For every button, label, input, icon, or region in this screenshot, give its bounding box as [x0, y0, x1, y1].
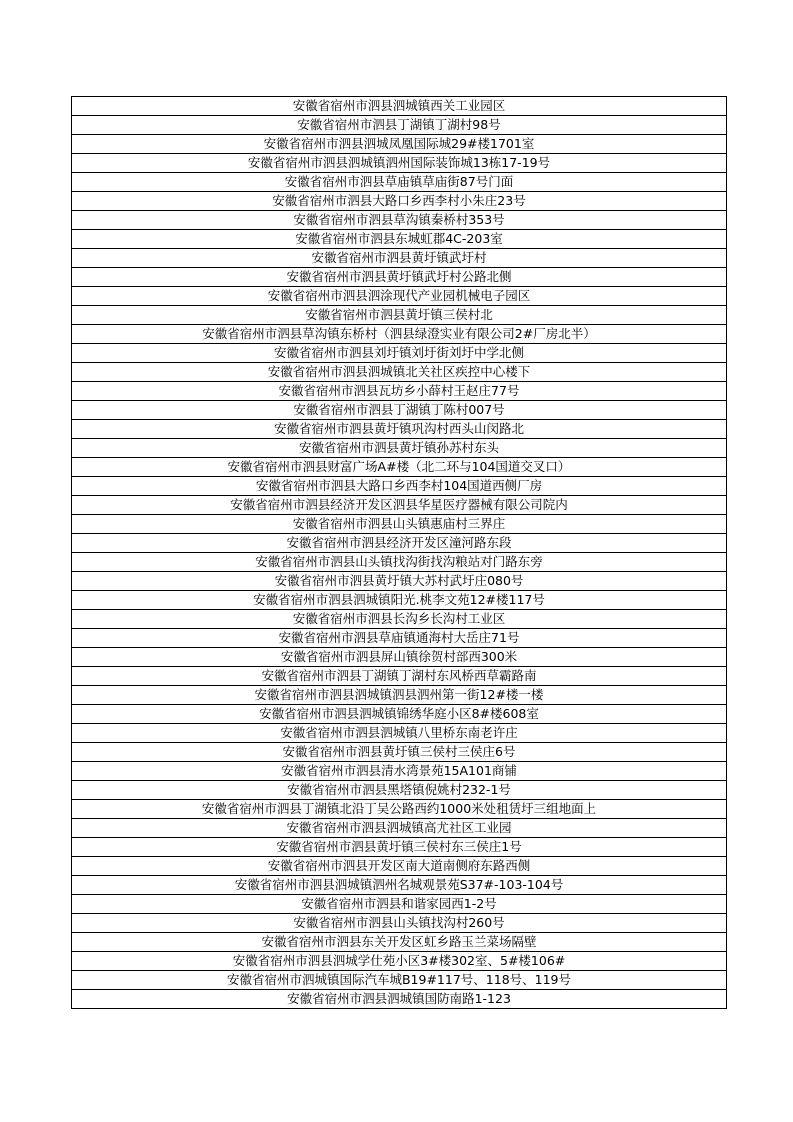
table-row — [72, 762, 727, 781]
table-row — [72, 895, 727, 914]
table-row — [72, 686, 727, 705]
table-row — [72, 97, 727, 116]
address-cell: 安徽省宿州市泗县泗城镇八里桥东南老许庄 — [72, 724, 727, 743]
table-row — [72, 743, 727, 762]
address-cell: 安徽省宿州市泗县财富广场A#楼（北二环与104国道交叉口） — [72, 458, 727, 477]
table-row — [72, 268, 727, 287]
table-row — [72, 648, 727, 667]
table-row — [72, 496, 727, 515]
table-row — [72, 439, 727, 458]
address-cell: 安徽省宿州市泗县黄圩镇武圩村 — [72, 249, 727, 268]
table-row — [72, 990, 727, 1009]
table-row — [72, 458, 727, 477]
address-cell: 安徽省宿州市泗县东城虹郡4C-203室 — [72, 230, 727, 249]
address-cell: 安徽省宿州市泗县泗城镇国防南路1-123 — [72, 990, 727, 1009]
table-row — [72, 515, 727, 534]
address-cell: 安徽省宿州市泗县黑塔镇倪姚村232-1号 — [72, 781, 727, 800]
address-cell: 安徽省宿州市泗城镇国际汽车城B19#117号、118号、119号 — [72, 971, 727, 990]
address-cell: 安徽省宿州市泗县东关开发区虹乡路玉兰菜场隔壁 — [72, 933, 727, 952]
table-row — [72, 230, 727, 249]
table-row — [72, 933, 727, 952]
address-cell: 安徽省宿州市泗县屏山镇徐贺村部西300米 — [72, 648, 727, 667]
table-row — [72, 667, 727, 686]
address-cell: 安徽省宿州市泗县开发区南大道南侧府东路西侧 — [72, 857, 727, 876]
table-row — [72, 705, 727, 724]
address-cell: 安徽省宿州市泗县泗城镇高尤社区工业园 — [72, 819, 727, 838]
table-row — [72, 971, 727, 990]
address-cell: 安徽省宿州市泗县黄圩镇三侯村东三侯庄1号 — [72, 838, 727, 857]
table-row — [72, 192, 727, 211]
address-cell: 安徽省宿州市泗县黄圩镇大苏村武圩庄080号 — [72, 572, 727, 591]
table-row — [72, 287, 727, 306]
address-cell: 安徽省宿州市泗县丁湖镇丁陈村007号 — [72, 401, 727, 420]
address-cell: 安徽省宿州市泗县草庙镇草庙街87号门面 — [72, 173, 727, 192]
address-cell: 安徽省宿州市泗县黄圩镇三侯村三侯庄6号 — [72, 743, 727, 762]
table-row — [72, 781, 727, 800]
address-cell: 安徽省宿州市泗县草庙镇通海村大岳庄71号 — [72, 629, 727, 648]
address-cell: 安徽省宿州市泗县黄圩镇三侯村北 — [72, 306, 727, 325]
address-cell: 安徽省宿州市泗县黄圩镇孙苏村东头 — [72, 439, 727, 458]
address-cell: 安徽省宿州市泗县泗城镇锦绣华庭小区8#楼608室 — [72, 705, 727, 724]
table-row — [72, 382, 727, 401]
table-row — [72, 173, 727, 192]
table-row — [72, 211, 727, 230]
table-row — [72, 876, 727, 895]
address-cell: 安徽省宿州市泗县山头镇找沟街找沟粮站对门路东旁 — [72, 553, 727, 572]
table-row — [72, 572, 727, 591]
address-cell: 安徽省宿州市泗县经济开发区潼河路东段 — [72, 534, 727, 553]
table-row — [72, 401, 727, 420]
address-cell: 安徽省宿州市泗县泗城镇西关工业园区 — [72, 97, 727, 116]
address-cell: 安徽省宿州市泗县山头镇找沟村260号 — [72, 914, 727, 933]
address-cell: 安徽省宿州市泗县草沟镇秦桥村353号 — [72, 211, 727, 230]
table-row — [72, 952, 727, 971]
table-row — [72, 857, 727, 876]
address-cell: 安徽省宿州市泗县经济开发区泗县华星医疗器械有限公司院内 — [72, 496, 727, 515]
address-cell: 安徽省宿州市泗县山头镇惠庙村三界庄 — [72, 515, 727, 534]
table-row — [72, 914, 727, 933]
address-cell: 安徽省宿州市泗县黄圩镇武圩村公路北侧 — [72, 268, 727, 287]
address-cell: 安徽省宿州市泗县长沟乡长沟村工业区 — [72, 610, 727, 629]
address-cell: 安徽省宿州市泗县泗城镇泗县泗州第一街12#楼一楼 — [72, 686, 727, 705]
address-cell: 安徽省宿州市泗县泗城凤凰国际城29#楼1701室 — [72, 135, 727, 154]
address-cell: 安徽省宿州市泗县大路口乡西李村104国道西侧厂房 — [72, 477, 727, 496]
address-cell: 安徽省宿州市泗县草沟镇东桥村（泗县绿澄实业有限公司2#厂房北半） — [72, 325, 727, 344]
table-row — [72, 249, 727, 268]
table-row — [72, 838, 727, 857]
table-row — [72, 116, 727, 135]
table-row — [72, 629, 727, 648]
address-cell: 安徽省宿州市泗县丁湖镇北沿丁吴公路西约1000米处租赁圩三组地面上 — [72, 800, 727, 819]
address-cell: 安徽省宿州市泗县丁湖镇丁湖村东风桥西草霸路南 — [72, 667, 727, 686]
address-table-body — [72, 97, 727, 1009]
table-row — [72, 534, 727, 553]
address-cell: 安徽省宿州市泗县泗城镇泗州名城观景苑S37#-103-104号 — [72, 876, 727, 895]
table-row — [72, 344, 727, 363]
address-cell: 安徽省宿州市泗县清水湾景苑15A101商铺 — [72, 762, 727, 781]
address-cell: 安徽省宿州市泗县泗城学仕苑小区3#楼302室、5#楼106# — [72, 952, 727, 971]
address-cell: 安徽省宿州市泗县泗城镇泗州国际装饰城13栋17-19号 — [72, 154, 727, 173]
table-row — [72, 420, 727, 439]
address-cell: 安徽省宿州市泗县大路口乡西李村小朱庄23号 — [72, 192, 727, 211]
address-table — [71, 96, 727, 1009]
address-cell: 安徽省宿州市泗县和谐家园西1-2号 — [72, 895, 727, 914]
address-cell: 安徽省宿州市泗县丁湖镇丁湖村98号 — [72, 116, 727, 135]
table-row — [72, 325, 727, 344]
address-cell: 安徽省宿州市泗县刘圩镇刘圩街刘圩中学北侧 — [72, 344, 727, 363]
table-row — [72, 154, 727, 173]
table-row — [72, 135, 727, 154]
table-row — [72, 591, 727, 610]
table-row — [72, 553, 727, 572]
table-row — [72, 724, 727, 743]
table-row — [72, 306, 727, 325]
address-cell: 安徽省宿州市泗县泗城镇阳光.桃李文苑12#楼117号 — [72, 591, 727, 610]
address-cell: 安徽省宿州市泗县泗涂现代产业园机械电子园区 — [72, 287, 727, 306]
table-row — [72, 819, 727, 838]
address-cell: 安徽省宿州市泗县泗城镇北关社区疾控中心楼下 — [72, 363, 727, 382]
table-row — [72, 363, 727, 382]
address-cell: 安徽省宿州市泗县黄圩镇巩沟村西头山闵路北 — [72, 420, 727, 439]
table-row — [72, 477, 727, 496]
table-row — [72, 800, 727, 819]
address-cell: 安徽省宿州市泗县瓦坊乡小薛村王赵庄77号 — [72, 382, 727, 401]
table-row — [72, 610, 727, 629]
